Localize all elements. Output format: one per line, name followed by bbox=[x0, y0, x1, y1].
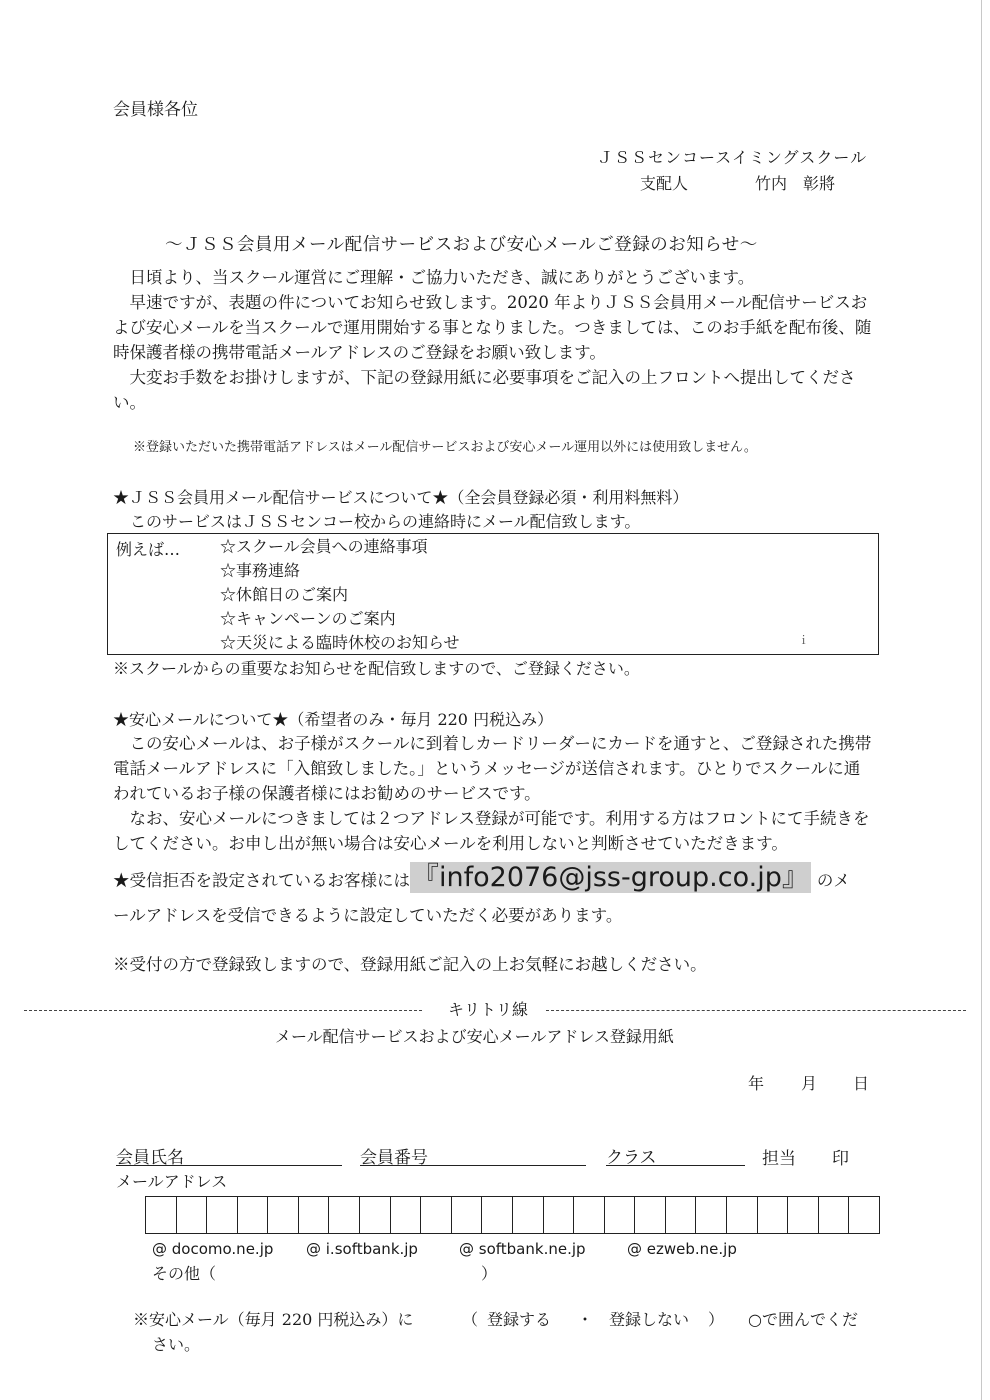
email-char-cell[interactable] bbox=[696, 1197, 727, 1233]
examples-box bbox=[107, 533, 879, 655]
email-char-cell[interactable] bbox=[758, 1197, 789, 1233]
domain-option-docomo[interactable]: @ docomo.ne.jp bbox=[152, 1240, 274, 1258]
email-char-cell[interactable] bbox=[482, 1197, 513, 1233]
member-number-field[interactable] bbox=[360, 1146, 586, 1166]
staff-label: 担当 bbox=[762, 1149, 796, 1169]
email-char-cell[interactable] bbox=[452, 1197, 483, 1233]
option-separator: ・ bbox=[577, 1310, 594, 1329]
email-char-cell[interactable] bbox=[544, 1197, 575, 1233]
email-entry-grid[interactable] bbox=[145, 1196, 880, 1234]
intro-section bbox=[113, 265, 873, 415]
anshin-option-instruction-2: さい。 bbox=[152, 1335, 201, 1354]
list-item: ☆キャンペーンのご案内 bbox=[220, 609, 396, 628]
intro-paragraph-3: 大変お手数をお掛けしますが、下記の登録用紙に必要事項をご記入の上フロントへ提出してください。 bbox=[113, 368, 856, 412]
anshin-option-open: （ bbox=[462, 1310, 479, 1329]
list-item: ☆スクール会員への連絡事項 bbox=[220, 537, 428, 556]
email-char-cell[interactable] bbox=[513, 1197, 544, 1233]
email-char-cell[interactable] bbox=[299, 1197, 330, 1233]
reject-prefix: ★受信拒否を設定されているお客様には bbox=[113, 871, 410, 890]
email-char-cell[interactable] bbox=[329, 1197, 360, 1233]
seal-label: 印 bbox=[832, 1149, 849, 1169]
anshin-option-instruction: ○で囲んでくだ bbox=[748, 1310, 858, 1329]
email-char-cell[interactable] bbox=[207, 1197, 238, 1233]
email-char-cell[interactable] bbox=[360, 1197, 391, 1233]
reject-suffix: のメ bbox=[816, 871, 850, 890]
anshin-paragraph-1: この安心メールは、お子様がスクールに到着しカードリーダーにカードを通すと、ご登録された携帯電話メールアドレスに「入館致しました。」というメッセージが送信されます。ひとりでスクールに通われているお子様の保護者様にはお勧めのサービスです。 bbox=[113, 734, 872, 803]
anshin-option-close: ） bbox=[708, 1310, 725, 1329]
examples-list bbox=[220, 535, 460, 655]
email-char-cell[interactable] bbox=[177, 1197, 208, 1233]
anshin-option-prefix: ※安心メール（毎月 220 円税込み）に bbox=[133, 1310, 414, 1329]
list-item: ☆休館日のご案内 bbox=[220, 585, 349, 604]
scan-mark: ｉ bbox=[798, 634, 809, 647]
mail-service-note: ※スクールからの重要なお知らせを配信致しますので、ご登録ください。 bbox=[113, 659, 640, 678]
register-option[interactable]: 登録する bbox=[487, 1310, 552, 1329]
domain-option-i-softbank[interactable]: @ i.softbank.jp bbox=[306, 1240, 418, 1258]
no-register-option[interactable]: 登録しない bbox=[609, 1310, 690, 1329]
mail-service-heading: ★ＪＳＳ会員用メール配信サービスについて★（全会員登録必須・利用料無料） bbox=[113, 488, 689, 507]
cut-label: キリトリ線 bbox=[448, 1000, 529, 1019]
anshin-paragraph-2: なお、安心メールにつきましては２つアドレス登録が可能です。利用する方はフロントにて手続きをしてください。お申し出が無い場合は安心メールを利用しないと判断させていただきます。 bbox=[113, 809, 870, 853]
reject-line bbox=[113, 858, 850, 901]
email-char-cell[interactable] bbox=[146, 1197, 177, 1233]
form-month-label: 月 bbox=[801, 1074, 818, 1093]
domain-option-ezweb[interactable]: @ ezweb.ne.jp bbox=[627, 1240, 737, 1258]
member-name-field[interactable] bbox=[116, 1146, 342, 1166]
anshin-heading: ★安心メールについて★（希望者のみ・毎月 220 円税込み） bbox=[113, 710, 554, 729]
list-item: ☆天災による臨時休校のお知らせ bbox=[220, 633, 460, 652]
reject-line-2: ールアドレスを受信できるように設定していただく必要があります。 bbox=[113, 906, 623, 925]
intro-paragraph-2: 早速ですが、表題の件についてお知らせ致します。2020 年よりＪＳＳ会員用メール配信サービスおよび安心メールを当スクールで運用開始する事となりました。つきましては、このお手紙を配布後、随時保護者様の携帯電話メールアドレスのご登録をお願い致します。 bbox=[113, 293, 872, 362]
other-domain-close: ） bbox=[481, 1264, 498, 1283]
intro-paragraph-1: 日頃より、当スクール運営にご理解・ご協力いただき、誠にありがとうございます。 bbox=[129, 268, 755, 287]
addressee: 会員様各位 bbox=[113, 100, 198, 120]
list-item: ☆事務連絡 bbox=[220, 561, 301, 580]
class-field[interactable] bbox=[606, 1146, 745, 1166]
email-char-cell[interactable] bbox=[574, 1197, 605, 1233]
email-char-cell[interactable] bbox=[819, 1197, 850, 1233]
email-char-cell[interactable] bbox=[605, 1197, 636, 1233]
member-name-label: 会員氏名 bbox=[116, 1148, 184, 1168]
sender-name: 竹内 彰將 bbox=[755, 174, 836, 193]
reception-note: ※受付の方で登録致しますので、登録用紙ご記入の上お気軽にお越しください。 bbox=[113, 955, 707, 974]
document-title: ～ＪＳＳ会員用メール配信サービスおよび安心メールご登録のお知らせ～ bbox=[165, 235, 758, 255]
member-number-label: 会員番号 bbox=[360, 1148, 428, 1168]
examples-label: 例えば… bbox=[116, 540, 181, 559]
domain-option-softbank[interactable]: @ softbank.ne.jp bbox=[459, 1240, 586, 1258]
form-day-label: 日 bbox=[853, 1074, 870, 1093]
page-edge bbox=[981, 0, 982, 1400]
cut-line-right bbox=[546, 1010, 966, 1011]
email-char-cell[interactable] bbox=[421, 1197, 452, 1233]
other-domain-open[interactable]: その他（ bbox=[152, 1264, 217, 1283]
email-char-cell[interactable] bbox=[788, 1197, 819, 1233]
email-char-cell[interactable] bbox=[391, 1197, 422, 1233]
sender-org: ＪＳＳセンコースイミングスクール bbox=[597, 148, 868, 167]
email-label: メールアドレス bbox=[116, 1172, 228, 1191]
class-label: クラス bbox=[606, 1148, 657, 1168]
email-char-cell[interactable] bbox=[849, 1197, 879, 1233]
sender-title: 支配人 bbox=[640, 174, 689, 193]
email-char-cell[interactable] bbox=[727, 1197, 758, 1233]
email-char-cell[interactable] bbox=[635, 1197, 666, 1233]
form-title: メール配信サービスおよび安心メールアドレス登録用紙 bbox=[275, 1027, 674, 1046]
form-year-label: 年 bbox=[748, 1074, 765, 1093]
email-char-cell[interactable] bbox=[666, 1197, 697, 1233]
reject-email: 『info2076@jss-group.co.jp』 bbox=[412, 862, 809, 893]
mail-service-desc: このサービスはＪＳＳセンコー校からの連絡時にメール配信致します。 bbox=[130, 512, 641, 531]
email-char-cell[interactable] bbox=[238, 1197, 269, 1233]
email-char-cell[interactable] bbox=[268, 1197, 299, 1233]
anshin-section bbox=[113, 731, 873, 856]
privacy-note: ※登録いただいた携帯電話アドレスはメール配信サービスおよび安心メール運用以外には使用致しません。 bbox=[133, 440, 757, 455]
cut-line-left bbox=[24, 1010, 422, 1011]
